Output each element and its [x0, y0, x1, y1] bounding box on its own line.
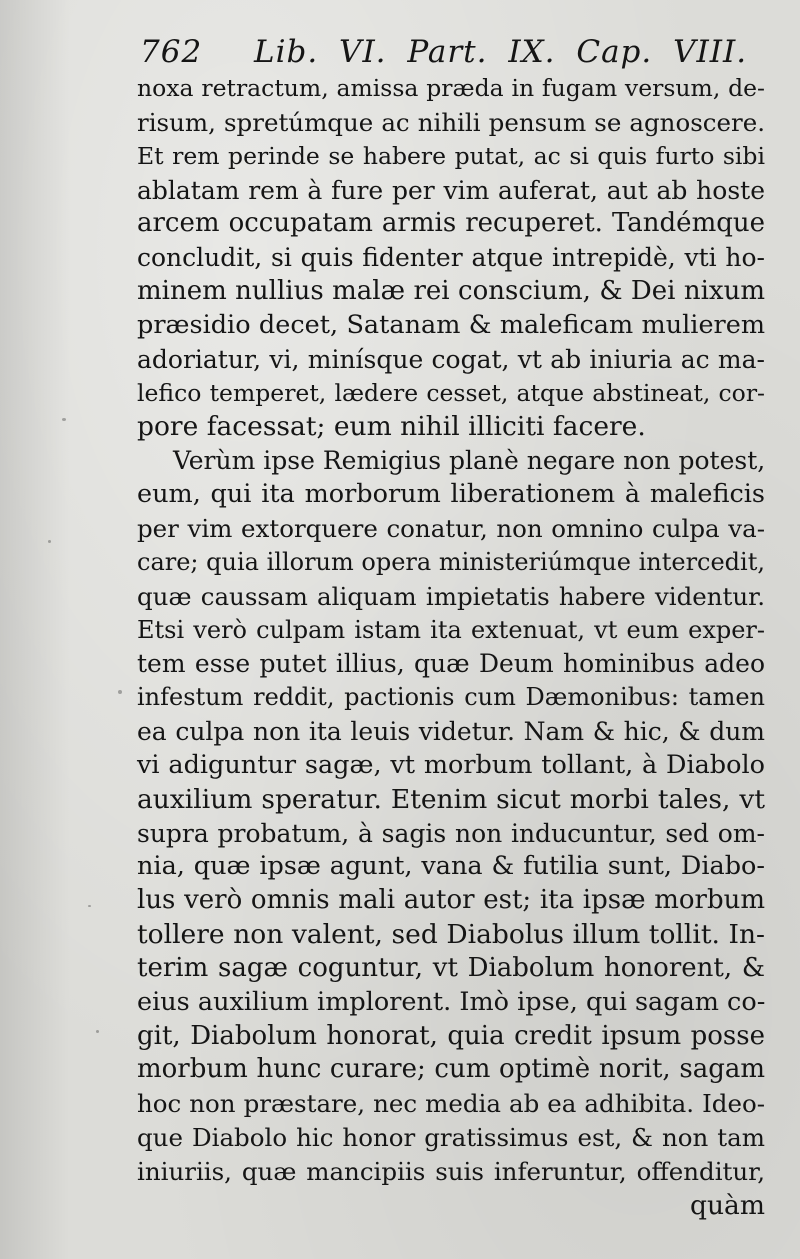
- text-line: morbum hunc curare; cum optimè norit, sagam: [137, 1054, 765, 1085]
- text-line: iniuriis, quæ mancipiis suis inferuntur, offenditur,: [137, 1157, 765, 1186]
- text-line: Etsi verò culpam istam ita extenuat, vt eum exper-: [137, 615, 765, 644]
- ink-speck: [118, 690, 122, 694]
- text-line: arcem occupatam armis recuperet. Tandémque: [137, 208, 765, 239]
- text-line: git, Diabolum honorat, quia credit ipsum posse: [137, 1020, 765, 1051]
- text-line: infestum reddit, pactionis cum Dæmonibus: tamen: [137, 683, 765, 712]
- gutter-shadow: [0, 0, 70, 1259]
- text-line: concludit, si quis fidenter atque intrepidè, vti ho-: [137, 243, 765, 273]
- text-line: hoc non præstare, nec media ab ea adhibita. Ideo-: [137, 1089, 765, 1119]
- running-head: Lib. VI. Part. IX. Cap. VIII.: [254, 34, 748, 70]
- text-line: noxa retractum, amissa præda in fugam versum, de-: [137, 74, 765, 102]
- body-text: [137, 72, 765, 1223]
- text-line: tem esse putet illius, quæ Deum hominibus adeo: [137, 649, 765, 679]
- text-line: tollere non valent, sed Diabolus illum tollit. In-: [137, 919, 765, 951]
- text-line: quæ caussam aliquam impietatis habere videntur.: [137, 581, 765, 611]
- ink-speck: [88, 905, 91, 907]
- text-line: ablatam rem à fure per vim auferat, aut ab hoste: [137, 175, 765, 205]
- page-header: [140, 34, 760, 74]
- text-line: vi adiguntur sagæ, vt morbum tollant, à Diabolo: [137, 749, 765, 780]
- text-line: ea culpa non ita leuis videtur. Nam & hic, & dum: [137, 717, 765, 747]
- page-number: 762: [140, 34, 203, 70]
- catchword: quàm: [690, 1189, 765, 1221]
- ink-speck: [96, 1030, 99, 1033]
- text-line: lus verò omnis mali autor est; ita ipsæ morbum: [137, 885, 765, 916]
- text-line: terim sagæ coguntur, vt Diabolum honorent, &: [137, 952, 765, 983]
- text-line: præsidio decet, Satanam & maleficam mulierem: [137, 309, 765, 340]
- text-line: per vim extorquere conatur, non omnino culpa va-: [137, 513, 765, 543]
- text-line: que Diabolo hic honor gratissimus est, & non tam: [137, 1123, 765, 1153]
- text-line: nia, quæ ipsæ agunt, vana & futilia sunt, Diabo-: [137, 851, 765, 882]
- paragraph-first-line: Verùm ipse Remigius planè negare non potest,: [173, 446, 766, 476]
- text-line: minem nullius malæ rei conscium, & Dei nixum: [137, 276, 765, 307]
- text-line: Et rem perinde se habere putat, ac si quis furto sibi: [137, 141, 765, 170]
- text-line: eum, qui ita morborum liberationem à maleficis: [137, 479, 765, 510]
- text-line: risum, spretúmque ac nihili pensum se agnoscere.: [137, 107, 765, 137]
- text-line: lefico temperet, lædere cesset, atque abstineat, cor-: [137, 378, 765, 407]
- ink-speck: [62, 418, 66, 421]
- text-line: auxilium speratur. Etenim sicut morbi tales, vt: [137, 783, 765, 815]
- ink-speck: [48, 540, 51, 543]
- text-line: adoriatur, vi, minísque cogat, vt ab iniuria ac ma-: [137, 344, 765, 374]
- text-line: pore facessat; eum nihil illiciti facere.: [137, 411, 646, 443]
- text-line: supra probatum, à sagis non inducuntur, sed om-: [137, 818, 765, 848]
- text-line: care; quia illorum opera ministeriúmque intercedit,: [137, 547, 765, 576]
- text-line: eius auxilium implorent. Imò ipse, qui sagam co-: [137, 986, 766, 1017]
